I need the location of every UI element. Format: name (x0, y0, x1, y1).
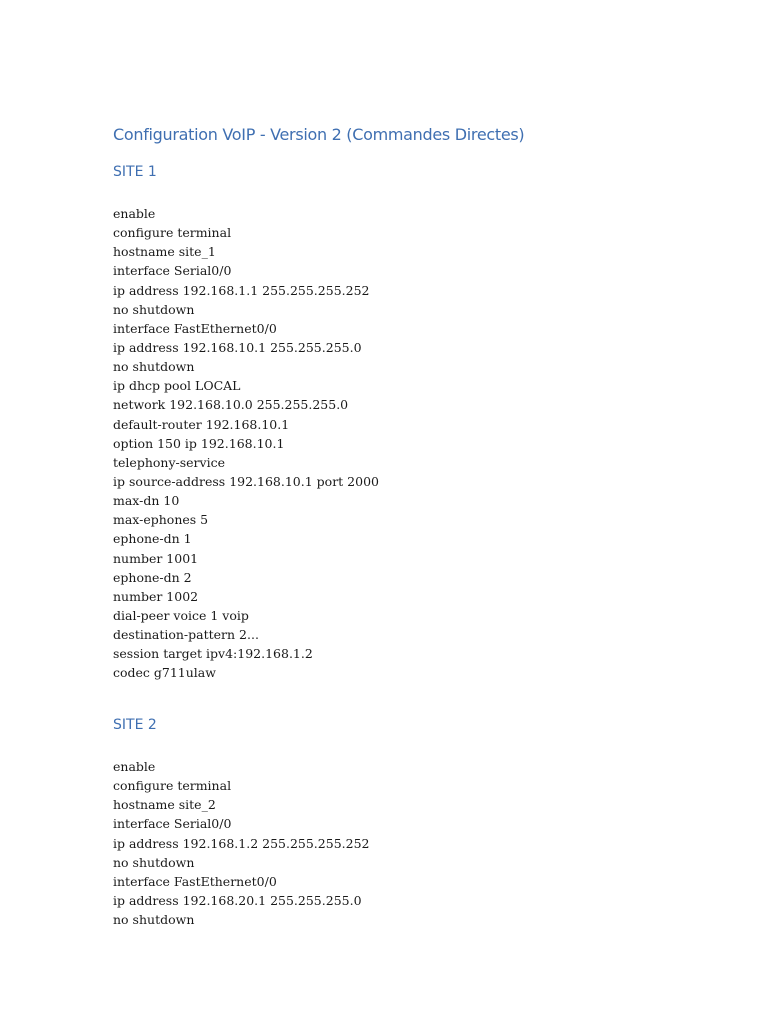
command-line: destination-pattern 2... (113, 627, 259, 643)
command-line: ip address 192.168.10.1 255.255.255.0 (113, 339, 362, 355)
command-line: ip address 192.168.20.1 255.255.255.0 (113, 892, 362, 908)
command-line: interface Serial0/0 (113, 263, 232, 279)
command-line: max-ephones 5 (113, 512, 209, 528)
command-line: number 1001 (113, 550, 199, 566)
command-line: codec g711ulaw (113, 665, 216, 681)
command-line: ephone-dn 1 (113, 531, 192, 547)
command-list-site-2 (113, 757, 369, 929)
command-line: default-router 192.168.10.1 (113, 416, 290, 432)
command-line: no shutdown (113, 301, 195, 317)
command-line: configure terminal (113, 225, 232, 241)
command-line: hostname site_1 (113, 244, 216, 260)
section-heading-site-2: SITE 2 (113, 717, 157, 733)
command-line: number 1002 (113, 588, 199, 604)
command-line: interface Serial0/0 (113, 816, 232, 832)
command-line: dial-peer voice 1 voip (113, 607, 249, 623)
command-line: no shutdown (113, 359, 195, 375)
command-line: ip dhcp pool LOCAL (113, 378, 241, 394)
command-line: telephony-service (113, 454, 225, 470)
command-list-site-1 (113, 204, 379, 683)
section-heading-site-1: SITE 1 (113, 164, 157, 180)
command-line: no shutdown (113, 854, 195, 870)
command-line: hostname site_2 (113, 797, 216, 813)
command-line: interface FastEthernet0/0 (113, 873, 277, 889)
command-line: session target ipv4:192.168.1.2 (113, 646, 313, 662)
command-line: max-dn 10 (113, 493, 180, 509)
command-line: ephone-dn 2 (113, 569, 192, 585)
command-line: network 192.168.10.0 255.255.255.0 (113, 397, 349, 413)
command-line: configure terminal (113, 778, 232, 794)
command-line: interface FastEthernet0/0 (113, 320, 277, 336)
command-line: ip source-address 192.168.10.1 port 2000 (113, 473, 379, 489)
command-line: no shutdown (113, 912, 195, 928)
document-title: Configuration VoIP - Version 2 (Commandes Directes) (113, 125, 525, 144)
command-line: enable (113, 206, 156, 221)
command-line: ip address 192.168.1.1 255.255.255.252 (113, 282, 370, 298)
command-line: enable (113, 759, 156, 774)
command-line: ip address 192.168.1.2 255.255.255.252 (113, 835, 370, 851)
command-line: option 150 ip 192.168.10.1 (113, 435, 285, 451)
